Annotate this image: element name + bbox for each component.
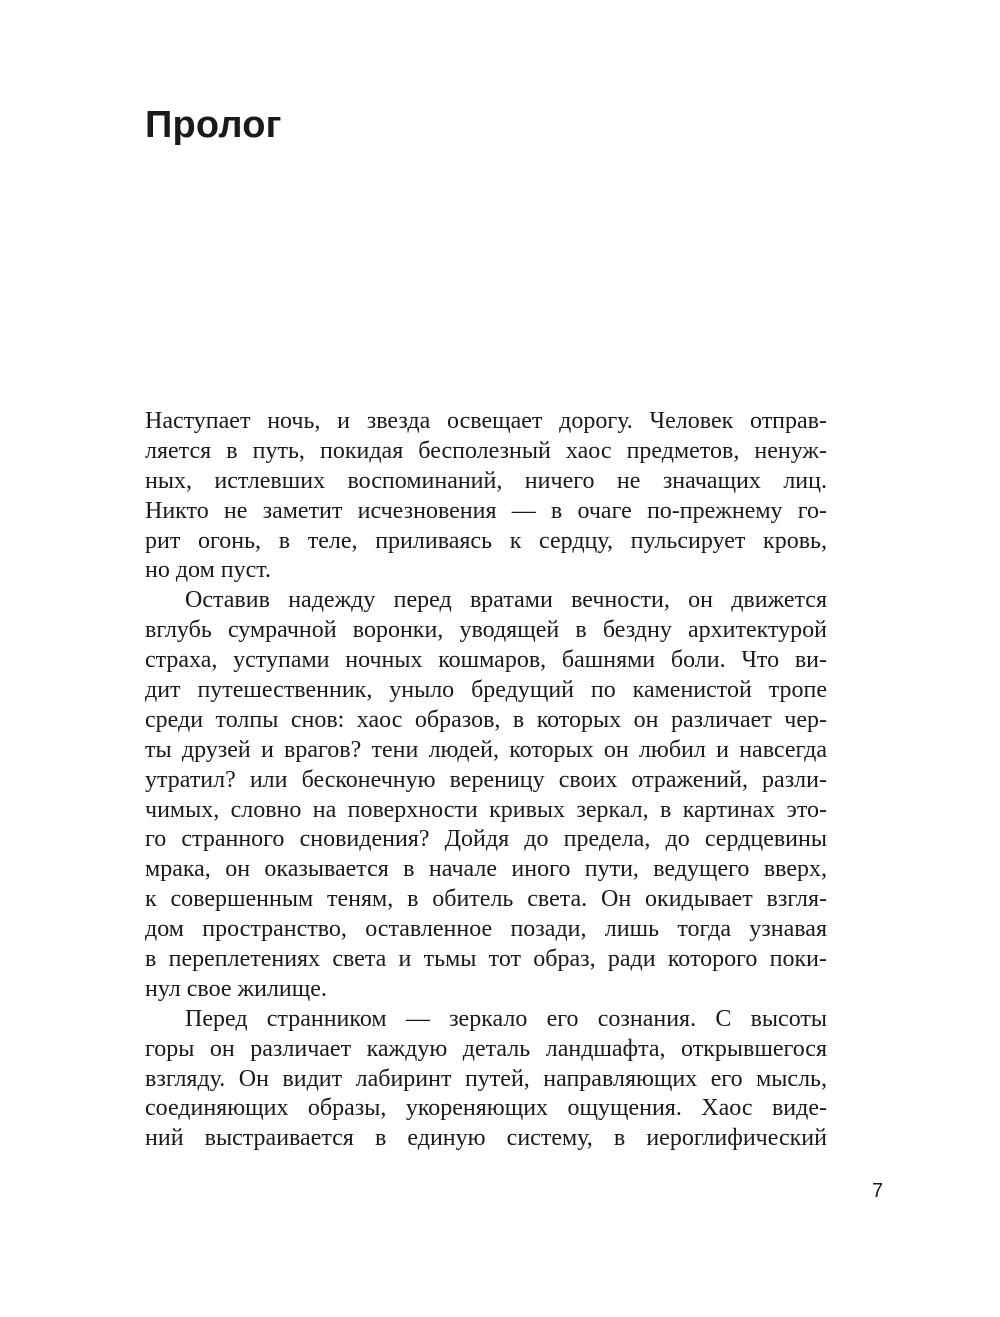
- text-line: в переплетениях света и тьмы тот образ, ради которого поки-: [145, 946, 827, 973]
- text-line: утратил? или бесконечную вереницу своих отражений, разли-: [145, 766, 827, 793]
- text-line: чимых, словно на поверхности кривых зеркал, в картинах это-: [145, 796, 827, 823]
- text-line: Никто не заметит исчезновения — в очаге по-прежнему го-: [145, 497, 827, 524]
- paragraph-2: [145, 586, 827, 1004]
- text-line: к совершенным теням, в обитель света. Он окидывает взгля-: [145, 886, 827, 913]
- text-line: дом пространство, оставленное позади, лишь тогда узнавая: [145, 916, 827, 943]
- chapter-title: Пролог: [145, 104, 282, 146]
- text-line: соединяющих образы, укореняющих ощущения. Хаос виде-: [145, 1095, 827, 1122]
- text-line: горы он различает каждую деталь ландшафта, открывшегося: [145, 1035, 827, 1062]
- text-line: го странного сновидения? Дойдя до предела, до сердцевины: [145, 826, 827, 853]
- text-line: Наступает ночь, и звезда освещает дорогу. Человек отправ-: [145, 408, 827, 434]
- text-line: страха, уступами ночных кошмаров, башнями боли. Что ви-: [145, 647, 827, 674]
- text-line: ты друзей и врагов? тени людей, которых он любил и навсегда: [145, 736, 827, 763]
- text-line: Перед странником — зеркало его сознания. С высоты: [185, 1005, 827, 1032]
- text-line: но дом пуст.: [145, 557, 271, 584]
- page-number: 7: [872, 1180, 884, 1202]
- text-line: Оставив надежду перед вратами вечности, он движется: [185, 587, 827, 614]
- text-line: дит путешественник, уныло бредущий по каменистой тропе: [145, 677, 827, 704]
- text-line: рит огонь, в теле, приливаясь к сердцу, пульсирует кровь,: [145, 527, 827, 554]
- text-line: среди толпы снов: хаос образов, в которых он различает чер-: [145, 706, 827, 733]
- body-text: [145, 407, 827, 1154]
- text-line: мрака, он оказывается в начале иного пути, ведущего вверх,: [145, 856, 827, 883]
- text-line: взгляду. Он видит лабиринт путей, направляющих его мысль,: [145, 1065, 827, 1092]
- text-line: ний выстраивается в единую систему, в иероглифический: [145, 1125, 827, 1152]
- text-line: нул свое жилище.: [145, 975, 327, 1002]
- paragraph-1: [145, 407, 827, 586]
- text-line: ляется в путь, покидая бесполезный хаос предметов, ненуж-: [145, 437, 827, 464]
- text-line: ных, истлевших воспоминаний, ничего не значащих лиц.: [145, 467, 827, 494]
- paragraph-3: [145, 1005, 827, 1154]
- text-line: вглубь сумрачной воронки, уводящей в бездну архитектурой: [145, 617, 827, 644]
